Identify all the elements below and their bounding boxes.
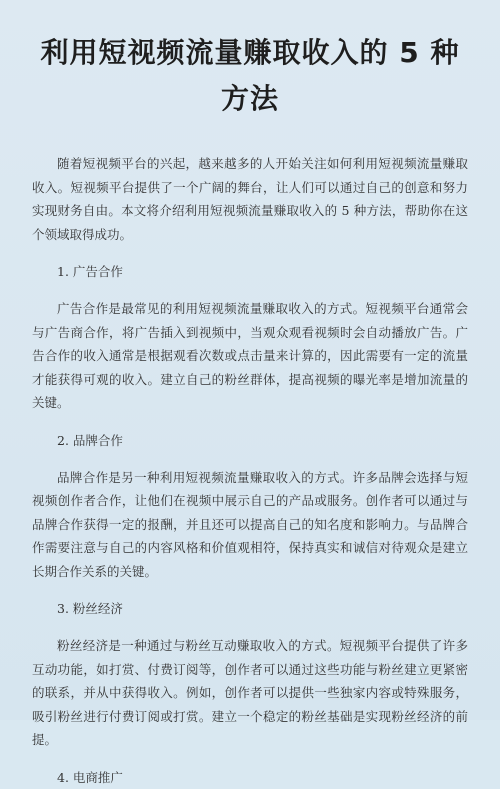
section-heading-1: 1. 广告合作 [57,264,123,279]
section-body-1: 广告合作是最常见的利用短视频流量赚取收入的方式。短视频平台通常会与广告商合作，将广告插入到视频中，当观众观看视频时会自动播放广告。广告合作的收入通常是根据观看次数或点击量来计算的，因此需要有一定的流量才能获得可观的收入。建立自己的粉丝群体，提高视频的曝光率是增加流量的关键。 [32,301,468,410]
section-body-3: 粉丝经济是一种通过与粉丝互动赚取收入的方式。短视频平台提供了许多互动功能，如打赏、付费订阅等，创作者可以通过这些功能与粉丝建立更紧密的联系，并从中获得收入。例如，创作者可以提供一些独家内容或特殊服务，吸引粉丝进行付费订阅或打赏。建立一个稳定的粉丝基础是实现粉丝经济的前提。 [32,638,468,747]
section-heading-3: 3. 粉丝经济 [57,601,123,616]
section-body-2: 品牌合作是另一种利用短视频流量赚取收入的方式。许多品牌会选择与短视频创作者合作，让他们在视频中展示自己的产品或服务。创作者可以通过与品牌合作获得一定的报酬，并且还可以提高自己的知名度和影响力。与品牌合作需要注意与自己的内容风格和价值观相符，保持真实和诚信对待观众是建立长期合作关系的关键。 [32,469,468,579]
section-heading-4: 4. 电商推广 [57,769,123,785]
intro-paragraph: 随着短视频平台的兴起，越来越多的人开始关注如何利用短视频流量赚取收入。短视频平台提供了一个广阔的舞台，让人们可以通过自己的创意和努力实现财务自由。本文将介绍利用短视频流量赚取收入的 5 种方法，帮助你在这个领域取得成功。 [32,156,468,242]
section-heading-2: 2. 品牌合作 [57,432,123,448]
document-title: 利用短视频流量赚取收入的 5 种方法 [40,36,460,115]
